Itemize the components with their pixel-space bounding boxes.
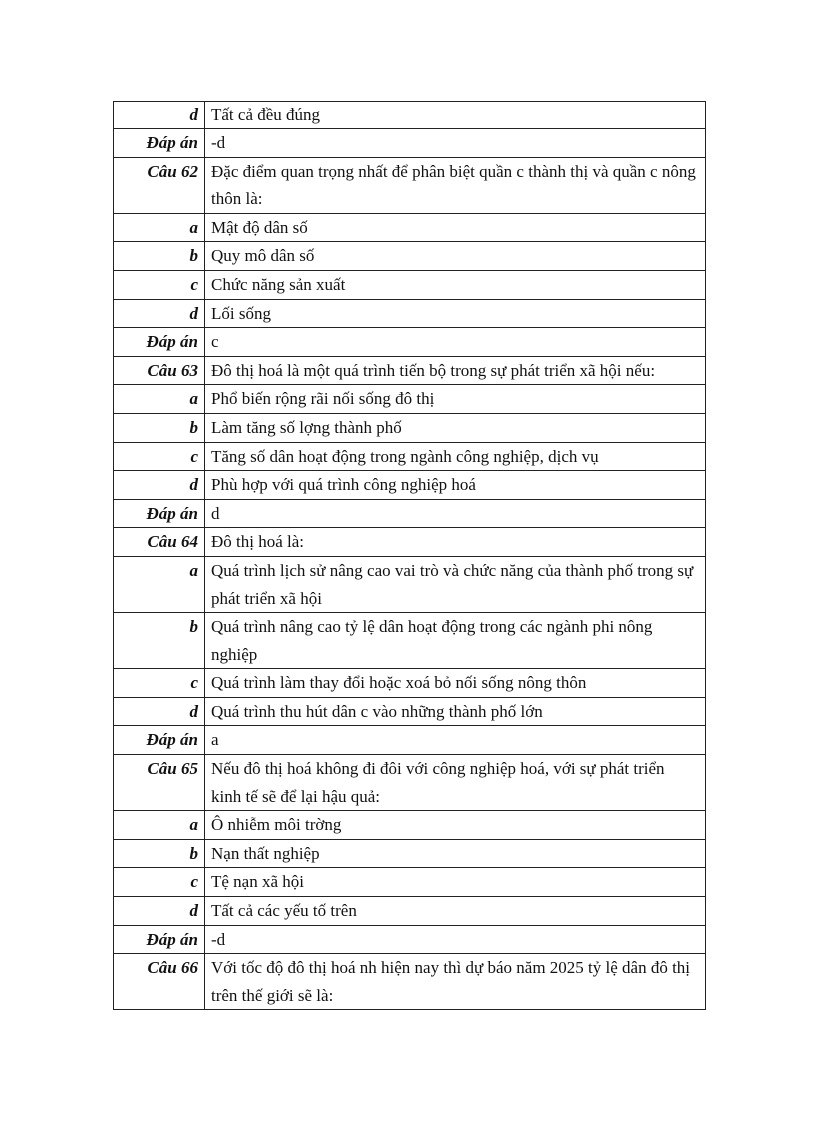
table-row [114,213,706,242]
row-text: Tất cả đều đúng [205,102,706,129]
table-row [114,839,706,868]
row-label: d [114,697,205,726]
row-text: Ô nhiễm môi trờng [205,811,706,840]
table-row [114,102,706,129]
row-text: Quá trình làm thay đổi hoặc xoá bỏ nối sống nông thôn [205,669,706,698]
table-row [114,528,706,557]
table-row [114,613,706,669]
row-text: Đặc điểm quan trọng nhất để phân biệt quần c thành thị và quần c nông thôn là: [205,157,706,213]
row-text: Tăng số dân hoạt động trong ngành công nghiệp, dịch vụ [205,442,706,471]
table-row [114,726,706,755]
row-label: a [114,385,205,414]
quiz-table [113,101,706,1010]
row-text: Làm tăng số lợng thành phố [205,413,706,442]
row-text: Quá trình nâng cao tỷ lệ dân hoạt động trong các ngành phi nông nghiệp [205,613,706,669]
table-row [114,669,706,698]
row-label: d [114,897,205,926]
row-text: Nếu đô thị hoá không đi đôi với công nghiệp hoá, với sự phát triển kinh tế sẽ để lại hậu quả: [205,755,706,811]
row-text: Với tốc độ đô thị hoá nh hiện nay thì dự báo năm 2025 tỷ lệ dân đô thị trên thế giới sẽ là: [205,954,706,1010]
row-label: Câu 64 [114,528,205,557]
row-label: Câu 63 [114,356,205,385]
table-row [114,270,706,299]
table-row [114,499,706,528]
row-text: c [205,328,706,357]
table-row [114,442,706,471]
row-label: a [114,811,205,840]
row-label: Câu 66 [114,954,205,1010]
row-text: Quá trình thu hút dân c vào những thành phố lớn [205,697,706,726]
row-label: Câu 62 [114,157,205,213]
row-label: Đáp án [114,328,205,357]
row-label: c [114,669,205,698]
row-text: Nạn thất nghiệp [205,839,706,868]
row-text: Phù hợp với quá trình công nghiệp hoá [205,471,706,500]
table-row [114,556,706,612]
quiz-table-body [114,102,706,1010]
table-row [114,925,706,954]
table-row [114,299,706,328]
table-row [114,897,706,926]
row-label: b [114,839,205,868]
row-text: Chức năng sản xuất [205,270,706,299]
table-row [114,697,706,726]
row-text: Tất cả các yếu tố trên [205,897,706,926]
row-label: d [114,299,205,328]
row-text: Quá trình lịch sử nâng cao vai trò và chức năng của thành phố trong sự phát triển xã hội [205,556,706,612]
row-text: Đô thị hoá là một quá trình tiến bộ trong sự phát triển xã hội nếu: [205,356,706,385]
row-text: Mật độ dân số [205,213,706,242]
table-row [114,413,706,442]
row-label: c [114,868,205,897]
table-row [114,328,706,357]
row-label: a [114,556,205,612]
row-label: b [114,613,205,669]
row-text: Đô thị hoá là: [205,528,706,557]
row-label: d [114,102,205,129]
table-row [114,242,706,271]
row-label: Đáp án [114,925,205,954]
row-label: b [114,242,205,271]
row-text: Phổ biến rộng rãi nối sống đô thị [205,385,706,414]
row-label: c [114,270,205,299]
row-label: a [114,213,205,242]
row-label: b [114,413,205,442]
row-label: Đáp án [114,129,205,158]
table-row [114,356,706,385]
table-row [114,954,706,1010]
row-text: -d [205,925,706,954]
table-row [114,868,706,897]
row-text: Tệ nạn xã hội [205,868,706,897]
row-text: Quy mô dân số [205,242,706,271]
row-text: a [205,726,706,755]
row-label: Đáp án [114,726,205,755]
table-row [114,385,706,414]
row-label: Đáp án [114,499,205,528]
table-row [114,811,706,840]
row-label: d [114,471,205,500]
row-label: Câu 65 [114,755,205,811]
table-row [114,157,706,213]
row-text: Lối sống [205,299,706,328]
table-row [114,129,706,158]
table-row [114,471,706,500]
row-text: d [205,499,706,528]
row-text: -d [205,129,706,158]
row-label: c [114,442,205,471]
table-row [114,755,706,811]
